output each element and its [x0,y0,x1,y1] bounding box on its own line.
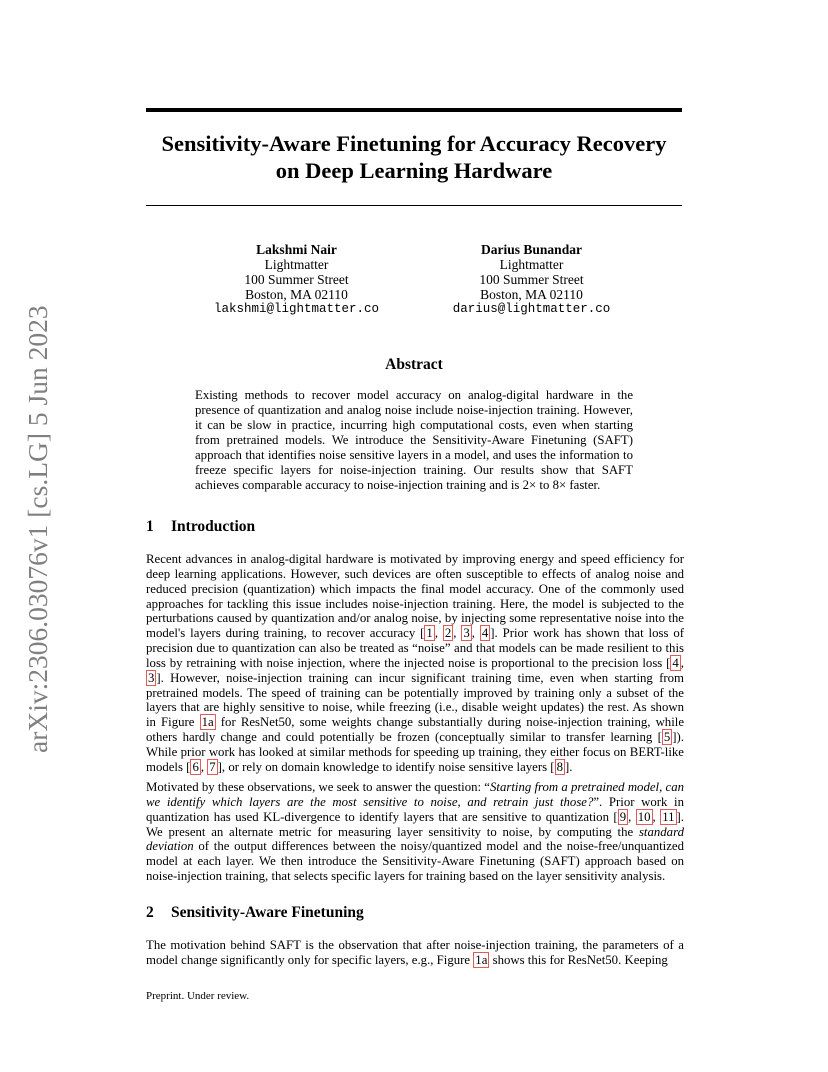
author-affiliation: Lightmatter [264,257,329,272]
citation-link[interactable]: 3 [463,626,470,641]
text-run: ”. Prior work in quantization has used KL-divergence to identify layers that are sensitive to quantization [ [146,794,684,824]
title-line-2: on Deep Learning Hardware [275,158,553,183]
title-rule-bottom [146,205,682,206]
section-1-heading [146,518,255,536]
author-1 [179,242,414,317]
intro-paragraph-1: Recent advances in analog-digital hardware is motivated by improving energy and speed efficiency for deep learning applications. However, such devices are often susceptible to effects of analog noise and reduced precision (quantization) which impacts the final model accuracy. One of the commonly used approaches for tackling this issue includes noise-injection training. Here, the model is subjected to the perturbations caused by quantization and/or analog noise, by injecting some representative noise into the model's layers during training, to recover accuracy [ 1 , 2 , 3 , 4 ]. Prior work has shown that loss of precision due to quantization can also be treated as “noise” and that models can be made resilient to this loss by retraining with noise injection, where the injected noise is proportional to the precision loss [ 4 , 3 ]. However, noise-injection training can incur significant training time, even when starting from pretrained models. The speed of training can be potentially improved by training only a subset of the layers that are highly sensitive to noise, while freezing (i.e., disable weight updates) the rest. As shown in Figure 1a for ResNet50, some weights change substantially during noise-injection training, while others hardly change and could potentially be frozen (conceptually similar to transfer learning [ 5 ]). While prior work has looked at similar methods for speeding up training, they either focus on BERT-like models [ 6 , 7 ], or rely on domain knowledge to identify noise sensitive layers [ 8 ]. [146,552,684,774]
text-run: of the output differences between the noisy/quantized model and the noise-free/unquantized model at each layer. We then introduce the Sensitivity-Aware Finetuning (SAFT) approach based on noise-injection training, that selects specific layers for training based on the layer sensitivity analysis. [146,839,684,884]
author-name: Lakshmi Nair [256,242,337,257]
abstract-text: Existing methods to recover model accuracy on analog-digital hardware in the presence of quantization and analog noise include noise-injection training. However, it can be slow in practice, incurring high computational costs, even when starting from pretrained models. We introduce the Sensitivity-Aware Finetuning (SAFT) approach that identifies noise sensitive layers in a model, and uses the information to freeze specific layers for noise-injection training. Our results show that SAFT achieves comparable accuracy to noise-injection training and is 2× to 8× faster. [195,388,633,492]
text-run: Motivated by these observations, we seek to answer the question: “ [146,780,490,794]
section-2-heading [146,904,364,922]
author-email[interactable]: darius@lightmatter.co [452,302,611,316]
author-block [146,242,682,317]
emphasis-text: standard deviation [146,824,684,854]
text-run: ]. However, noise-injection training can incur significant training time, even when starting from pretrained models. The speed of training can be potentially improved by training only a subset of the layers that are highly sensitive to noise, while freezing (i.e., disable weight updates) the rest. As shown in Figure [146,670,684,730]
figure-link[interactable]: 1a [201,715,214,730]
text-run: ]. We present an alternate metric for measuring layer sensitivity to noise, by computing the [146,809,684,839]
section-title: Sensitivity-Aware Finetuning [171,904,364,921]
citation-link[interactable]: 4 [481,626,489,641]
text-run: for ResNet50, some weights change substantially during noise-injection training, while others hardly change and could potentially be frozen (conceptually similar to transfer learning [ [146,715,684,745]
abstract-heading: Abstract [385,356,443,373]
text-run: ]. [564,759,573,774]
section-number: 2 [146,904,154,921]
author-affiliation: Lightmatter [499,257,564,272]
citation-link[interactable]: 8 [556,759,563,774]
text-run: Recent advances in analog-digital hardware is motivated by improving energy and speed efficiency for deep learning applications. However, such devices are often susceptible to effects of analog noise and reduced precision (quantization) which impacts the final model accuracy. One of the commonly used approaches for tackling this issue includes noise-injection training. Here, the model is subjected to the perturbations caused by quantization and/or analog noise, by injecting some representative noise into the model's layers during training, to recover accuracy [ [146,552,684,641]
citation-link[interactable]: 3 [148,670,155,685]
text-run: The motivation behind SAFT is the observation that after noise-injection training, the parameters of a model change significantly only for specific layers, e.g., Figure [146,938,684,967]
citation-link[interactable]: 4 [672,655,679,670]
author-street: 100 Summer Street [479,272,584,287]
text-run: ]). While prior work has looked at similar methods for speeding up training, they either focus on BERT-like models [ [146,730,684,774]
citation-link[interactable]: 1 [426,626,433,641]
title-rule-top [146,108,682,112]
citation-link[interactable]: 9 [619,809,627,824]
citation-link[interactable]: 7 [209,759,216,774]
citation-link[interactable]: 11 [662,809,675,824]
text-run: shows this for ResNet50. Keeping [489,952,668,967]
saft-paragraph-1 [146,938,684,968]
intro-paragraph-2: Motivated by these observations, we seek to answer the question: “Starting from a pretrained model, can we identify which layers are the most sensitive to noise, and retrain just those?”. Prior work in quantization has used KL-divergence to identify layers that are sensitive to quantization [ 9 , 10 , 11 ]. We present an alternate metric for measuring layer sensitivity to noise, by computing the standard deviation of the output differences between the noisy/quantized model and the noise-free/unquantized model at each layer. We then introduce the Sensitivity-Aware Finetuning (SAFT) approach based on noise-injection training, that selects specific layers for training based on the layer sensitivity analysis. [146,780,685,884]
citation-link[interactable]: 2 [444,626,452,641]
title-line-1: Sensitivity-Aware Finetuning for Accuracy Recovery [161,131,667,156]
author-name: Darius Bunandar [481,242,582,257]
section-title: Introduction [171,518,256,535]
paper-title [146,130,682,184]
section-number: 1 [146,518,154,535]
author-2 [414,242,649,317]
text-run: ], or rely on domain knowledge to identify noise sensitive layers [ [217,759,555,774]
research-question: Starting from a pretrained model, can we identify which layers are the most sensitive to noise, and retrain just those? [146,780,685,809]
footer-note: Preprint. Under review. [146,990,250,1002]
citation-link[interactable]: 5 [663,730,671,745]
author-email[interactable]: lakshmi@lightmatter.co [213,302,380,316]
author-city: Boston, MA 02110 [245,287,348,302]
citation-link[interactable]: 10 [637,809,651,824]
citation-link[interactable]: 6 [192,759,199,774]
arxiv-side-label: arXiv:2306.03076v1 [cs.LG] 5 Jun 2023 [22,305,53,753]
figure-link[interactable]: 1a [475,952,488,967]
author-city: Boston, MA 02110 [480,287,583,302]
author-street: 100 Summer Street [244,272,349,287]
text-run: ]. Prior work has shown that loss of precision due to quantization can also be treated as “noise” and that models can be made resilient to this loss by retraining with noise injection, where the injected noise is proportional to the precision loss [ [146,626,684,670]
